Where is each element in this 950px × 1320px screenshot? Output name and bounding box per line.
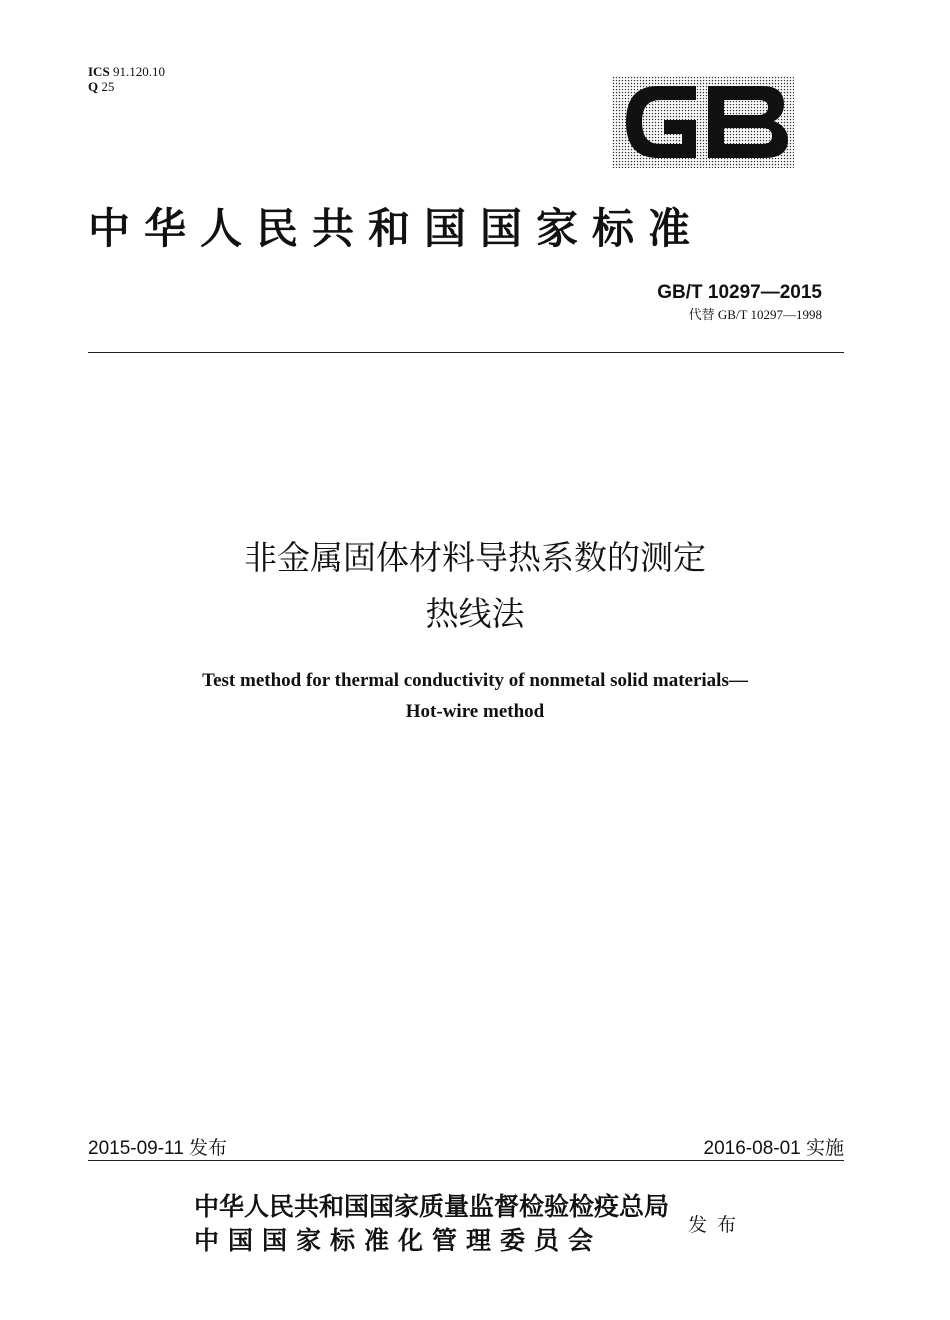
title-en-line1: Test method for thermal conductivity of nonmetal solid materials— — [202, 670, 748, 691]
publish-label: 发布 — [688, 1214, 747, 1236]
class-line — [88, 79, 165, 94]
class-label: Q — [88, 79, 99, 94]
standard-number: GB/T 10297—2015 — [657, 282, 822, 303]
top-divider — [88, 352, 844, 353]
title-cn-line2: 热线法 — [425, 594, 525, 633]
ics-line — [88, 64, 165, 79]
ics-label: ICS — [88, 64, 110, 79]
replaces-note: 代替 GB/T 10297—1998 — [688, 307, 822, 322]
bottom-divider — [88, 1160, 844, 1161]
issuer-line2: 中国国家标准化管理委员会 — [194, 1226, 603, 1255]
implement-date: 2016-08-01 实施 — [703, 1138, 844, 1159]
national-standard-title: 中华人民共和国国家标准 — [88, 204, 705, 253]
title-cn-line1: 非金属固体材料导热系数的测定 — [244, 538, 706, 577]
issue-date: 2015-09-11 发布 — [88, 1138, 228, 1159]
class-code: 25 — [101, 79, 115, 94]
issuer-line1: 中华人民共和国国家质量监督检验检疫总局 — [194, 1192, 670, 1221]
ics-block — [88, 64, 165, 94]
ics-code: 91.120.10 — [112, 64, 165, 79]
gb-logo — [612, 76, 794, 168]
title-en-line2: Hot-wire method — [405, 701, 545, 722]
